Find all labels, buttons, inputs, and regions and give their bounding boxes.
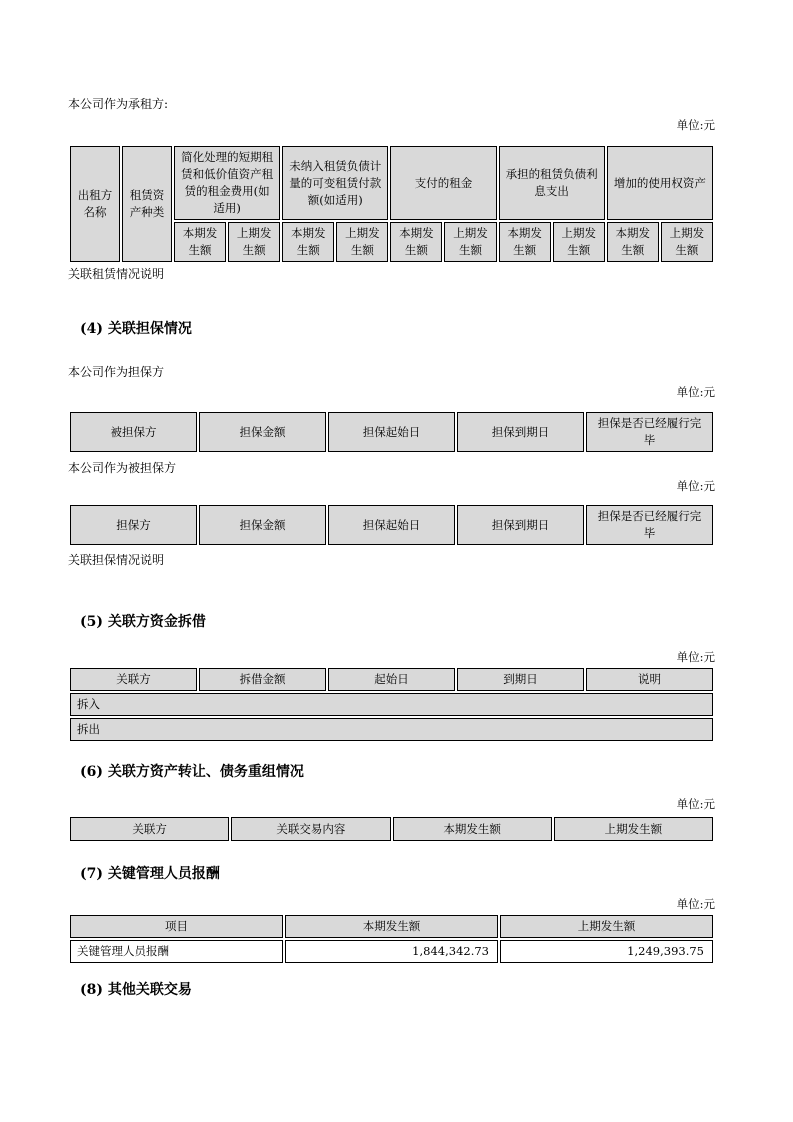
period-prior-header: 上期发生额 <box>553 222 605 262</box>
guarantee-end-date-header: 担保到期日 <box>457 505 584 545</box>
remark-header: 说明 <box>586 668 713 691</box>
unit-label: 单位:元 <box>676 118 715 132</box>
transfer-table <box>68 815 715 843</box>
period-prior-header: 上期发生额 <box>661 222 713 262</box>
compensation-header-row <box>70 915 713 938</box>
lending-row-lent <box>70 718 713 741</box>
transaction-content-header: 关联交易内容 <box>231 817 390 841</box>
lease-table <box>68 144 715 264</box>
prior-period-header: 上期发生额 <box>554 817 713 841</box>
loan-amount-header: 拆借金额 <box>199 668 326 691</box>
heading-related-guarantees: (4) 关联担保情况 <box>80 321 192 337</box>
unit-label: 单位:元 <box>676 650 715 664</box>
heading-key-management-compensation: (7) 关键管理人员报酬 <box>80 866 220 882</box>
related-party-header: 关联方 <box>70 817 229 841</box>
guarantor-table <box>68 410 715 454</box>
prior-period-header: 上期发生额 <box>500 915 713 938</box>
lease-group-interest-expense: 承担的租赁负债利息支出 <box>499 146 605 220</box>
guarantee-start-date-header: 担保起始日 <box>328 505 455 545</box>
lending-header-row <box>70 668 713 691</box>
as-guaranteed-label: 本公司作为被担保方 <box>68 461 177 475</box>
period-current-header: 本期发生额 <box>282 222 334 262</box>
period-current-header: 本期发生额 <box>499 222 551 262</box>
period-current-header: 本期发生额 <box>390 222 442 262</box>
lessee-intro: 本公司作为承租方: <box>68 97 169 111</box>
start-date-header: 起始日 <box>328 668 455 691</box>
guarantee-amount-header: 担保金额 <box>199 505 326 545</box>
lending-row-borrowed <box>70 693 713 716</box>
transfer-header-row <box>70 817 713 841</box>
heading-asset-transfer: (6) 关联方资产转让、债务重组情况 <box>80 764 304 780</box>
guarantee-note: 关联担保情况说明 <box>68 553 165 567</box>
heading-other-related-transactions: (8) 其他关联交易 <box>80 982 192 998</box>
lent-out-label: 拆出 <box>70 718 713 741</box>
compensation-prior-cell: 1,249,393.75 <box>500 940 713 963</box>
lease-group-variable-payments: 未纳入租赁负债计量的可变租赁付款额(如适用) <box>282 146 388 220</box>
unit-label: 单位:元 <box>676 385 715 399</box>
unit-label: 单位:元 <box>676 479 715 493</box>
lease-note: 关联租赁情况说明 <box>68 267 165 281</box>
lease-group-rou-assets-added: 增加的使用权资产 <box>607 146 713 220</box>
unit-label: 单位:元 <box>676 797 715 811</box>
lease-col-lessor-name: 出租方名称 <box>70 146 120 262</box>
period-prior-header: 上期发生额 <box>444 222 496 262</box>
lease-group-simplified-rent: 简化处理的短期租赁和低价值资产租赁的租金费用(如适用) <box>174 146 280 220</box>
borrowed-in-label: 拆入 <box>70 693 713 716</box>
compensation-item-cell: 关键管理人员报酬 <box>70 940 283 963</box>
item-header: 项目 <box>70 915 283 938</box>
as-guarantor-label: 本公司作为担保方 <box>68 365 165 379</box>
related-party-header: 关联方 <box>70 668 197 691</box>
lending-table <box>68 666 715 743</box>
current-period-header: 本期发生额 <box>285 915 498 938</box>
period-current-header: 本期发生额 <box>174 222 226 262</box>
guarantee-amount-header: 担保金额 <box>199 412 326 452</box>
period-current-header: 本期发生额 <box>607 222 659 262</box>
guarantee-fulfilled-header: 担保是否已经履行完毕 <box>586 505 713 545</box>
current-period-header: 本期发生额 <box>393 817 552 841</box>
lease-col-asset-type: 租赁资产种类 <box>122 146 172 262</box>
compensation-current-cell: 1,844,342.73 <box>285 940 498 963</box>
guaranteed-table <box>68 503 715 547</box>
heading-fund-lending: (5) 关联方资金拆借 <box>80 614 206 630</box>
lease-group-rent-paid: 支付的租金 <box>390 146 496 220</box>
guaranteed-party-header: 被担保方 <box>70 412 197 452</box>
compensation-data-row <box>70 940 713 963</box>
compensation-table <box>68 913 715 965</box>
guarantor-header-row <box>70 412 713 452</box>
period-prior-header: 上期发生额 <box>228 222 280 262</box>
guaranteed-header-row <box>70 505 713 545</box>
guarantor-party-header: 担保方 <box>70 505 197 545</box>
guarantee-fulfilled-header: 担保是否已经履行完毕 <box>586 412 713 452</box>
guarantee-start-date-header: 担保起始日 <box>328 412 455 452</box>
due-date-header: 到期日 <box>457 668 584 691</box>
lease-header-row-groups <box>70 146 713 220</box>
period-prior-header: 上期发生额 <box>336 222 388 262</box>
unit-label: 单位:元 <box>676 897 715 911</box>
guarantee-end-date-header: 担保到期日 <box>457 412 584 452</box>
